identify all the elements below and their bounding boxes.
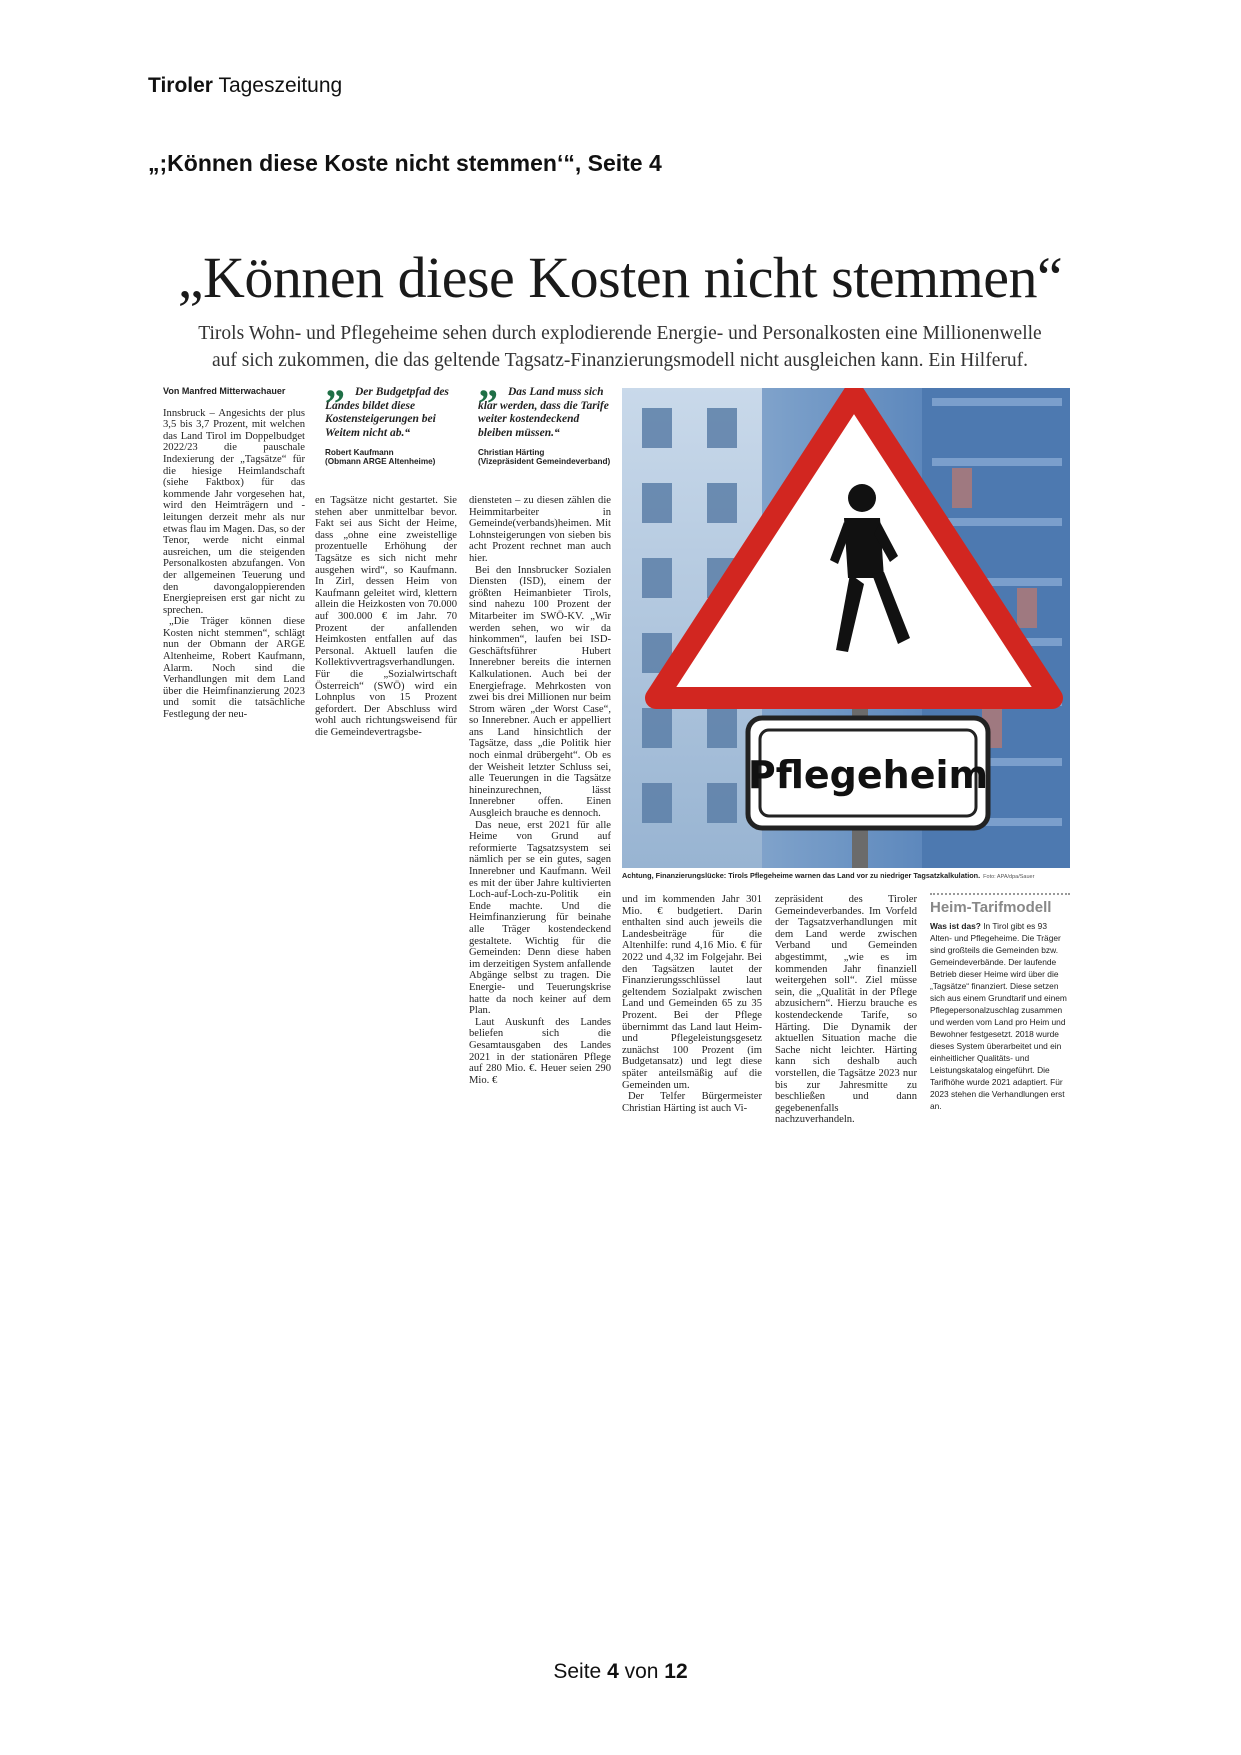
total-pages: 12 — [664, 1660, 688, 1683]
factbox — [930, 893, 1070, 1112]
paragraph: und im kommenden Jahr 301 Mio. € budgetiert. Darin enthalten sind auch jeweils die Landesbeiträge für die Altenhilfe: rund 4,16 Mio. € für 2022 und 4,32 im Folgejahr. Bei den Tagsätzen lautet der Finanzierungsschlüssel laut geltendem Sozialpakt zwischen Land und Gemeinden 65 zu 35 Prozent. Bei der Pflege übernimmt das Land laut Heim- und Pflegeleistungsgesetz zunächst 100 Prozent (im Budgetansatz) und legt diese später anteilsmäßig auf die Gemeinden um. — [622, 894, 762, 1091]
text-column-2 — [315, 495, 457, 738]
paragraph: Bei den Innsbrucker Sozialen Diensten (ISD), einem der größten Heimanbieter Tirols, sind nahezu 100 Prozent der Mitarbeiter im SWÖ-KV. „Wir werden sehen, wo wir da hinkommen“, laufen bei ISD-Geschäftsführer Hubert Innerebner bereits die internen Kalkulationen. Auch bei der Energiefrage. Mehrkosten von zwei bis drei Millionen nur beim Strom wären „der Worst Case“, so Innerebner. Auch er appelliert ans Land hinsichtlich der Tagsätze, dass „die Politik hier noch einmal drübergeht“. Ob es der Weisheit letzter Schluss sei, alle Teuerungen in die Tagsätze hineinzurechnen, lässt Innerebner offen. Einen Ausgleich brauche es dennoch. — [469, 564, 611, 820]
paragraph: en Tagsätze nicht gestartet. Sie stehen aber unmittelbar bevor. Fakt sei aus Sicht der Heime, dass „ohne eine zweistellige prozentuelle Erhöhung der Tagsätze es sich nicht mehr ausgehen wird“, so Kaufmann. In Zirl, dessen Heim von Kaufmann geleitet wird, klettern allein die Heizkosten von 70.000 auf 300.000 € im Jahr. 70 Prozent der anfallenden Heimkosten entfallen auf das Personal. Aktuell laufen die Kollektivvertragsverhandlungen. Für die „Sozialwirtschaft Österreich“ (SWÖ) wird ein Lohnplus von 15 Prozent gefordert. Der Abschluss wird wohl auch richtungsweisend für die Gemeindevertragsbe- — [315, 495, 457, 738]
paragraph: Das neue, erst 2021 für alle Heime von Grund auf reformierte Tagsatzsystem sei nämlich per se ein gutes, sagen Innerebner und Kaufmann. Weil es mit der über Jahre kultivierten Loch-auf-Loch-zu-Politik ein Ende machte. Und die Heimfinanzierung für beinahe alle Träger kostendeckend gestaltete. Wichtig für die Gemeinden: Denn diese haben im derzeitigen System anfallende Abgänge selbst zu tragen. Die Energie- und Teuerungskrise hatte da noch keiner auf dem Plan. — [469, 819, 611, 1017]
paragraph: „Die Träger können diese Kosten nicht stemmen“, schlägt nun der Obmann der ARGE Altenheime, Robert Kaufmann, Alarm. Noch sind die Verhandlungen mit dem Land über die Heimfinanzierung 2023 und somit die tatsächliche Festlegung der neu- — [163, 616, 305, 721]
lead-line-1: Tirols Wohn- und Pflegeheime sehen durch explodierende Energie- und Personalkosten eine Millionenwelle — [198, 323, 1042, 344]
pull-quote-2 — [478, 381, 614, 467]
current-page-number: 4 — [607, 1660, 619, 1683]
text-column-3 — [469, 495, 611, 1086]
factbox-question: Was ist das? — [930, 921, 981, 931]
footer-middle: von — [624, 1660, 659, 1683]
quote-mark-icon: ” — [478, 381, 498, 426]
pull-quote-1 — [325, 381, 461, 467]
article-reference: „;Können diese Koste nicht stemmen‘“, Seite 4 — [148, 150, 662, 176]
pull-quote-role: (Obmann ARGE Altenheime) — [325, 457, 436, 467]
text-column-4 — [622, 894, 762, 1114]
paragraph: zepräsident des Tiroler Gemeindeverbandes. Im Vorfeld der Tagsatzverhandlungen mit dem Land werde zwischen Verband und Gemeinden abgestimmt, „wie es im kommenden Jahr finanziell weitergehen soll“. Ziel müsse sein, die „Qualität in der Pflege abzusichern“. Hierzu brauche es kostendeckende Tarife, so Härting. Die Dynamik der aktuellen Situation mache die Sache nicht leichter. Härting kann sich deshalb auch vorstellen, die Tagsätze 2023 nur bis zur Jahresmitte zu beschließen und dann gegebenenfalls nachzuverhandeln. — [775, 894, 917, 1126]
page-footer — [0, 1660, 1241, 1684]
lead-line-2: auf sich zukommen, die das geltende Tagsatz-Finanzierungsmodell nicht ausgleichen kann. Ein Hilferuf. — [212, 350, 1028, 371]
photo-caption — [622, 871, 1070, 880]
pull-quote-role: (Vizepräsident Gemeindeverband) — [478, 457, 611, 467]
paragraph: Laut Auskunft des Landes beliefen sich die Gesamtausgaben des Landes 2021 in der stationären Pflege auf 280 Mio. €. Heuer seien 290 Mio. € — [469, 1016, 611, 1086]
factbox-body: In Tirol gibt es 93 Alten- und Pflegeheime. Die Träger sind großteils die Gemeinden bzw. Gemeindeverbände. Der laufende Betrieb dieser Heime wird über die „Tagsätze“ finanziert. Diese setzen sich aus einem Grundtarif und einem Pflegepersonalzuschlag zusammen und werden vom Land pro Heim und Bewohner festgesetzt. 2018 wurde dieses System überarbeitet und ein einheitlicher Qualitäts- und Leistungskatalog eingeführt. Die Tarifhöhe wurde 2021 adaptiert. Für 2023 stehen die Verhandlungen erst an. — [930, 921, 1067, 1111]
sign-text: Pflegeheim — [747, 753, 989, 797]
paragraph: Innsbruck – Angesichts der plus 3,5 bis 3,7 Prozent, mit welchen das Land Tirol im Doppelbudget 2022/23 die pauschale Indexierung der „Tagsätze“ für die hiesige Heimlandschaft (siehe Faktbox) für das kommende Jahr vorgesehen hat, wird den Heimträgern und -leitungen derzeit mehr als nur etwas flau im Magen. Das, so der Tenor, werde nicht einmal ausreichen, um die steigenden Personalkosten abzufangen. Von der allgemeinen Teuerung und den davongaloppierenden Energiepreisen erst gar nicht zu sprechen. — [163, 407, 305, 616]
paragraph: diensteten – zu diesen zählen die Heimmitarbeiter in Gemeinde(verbands)heimen. Mit Lohnsteigerungen von sieben bis acht Prozent rechnet man auch hier. — [469, 495, 611, 564]
paragraph: Der Telfer Bürgermeister Christian Härting ist auch Vi- — [622, 1091, 762, 1114]
quote-mark-icon: ” — [325, 381, 345, 426]
pull-quote-text: Der Budgetpfad des Landes bildet diese Kostensteigerungen bei Weitem nicht ab.“ — [325, 386, 449, 439]
pull-quote-text: Das Land muss sich klar werden, dass die Tarife weiter kostendeckend bleiben müssen.“ — [478, 386, 609, 439]
article-lead — [170, 320, 1070, 374]
text-column-1 — [163, 386, 305, 721]
byline: Von Manfred Mitterwachauer — [163, 386, 286, 396]
pull-quote-author: Christian Härting — [478, 448, 545, 458]
photo-credit: Foto: APA/dpa/Sauer — [983, 874, 1035, 880]
footer-prefix: Seite — [553, 1660, 602, 1683]
publication-name — [148, 74, 342, 98]
text-column-5 — [775, 894, 917, 1126]
newspaper-clipping — [160, 238, 1080, 1130]
article-photo — [622, 388, 1070, 868]
pull-quote-author: Robert Kaufmann — [325, 448, 394, 458]
article-headline: „Können diese Kosten nicht stemmen“ — [177, 245, 1063, 310]
factbox-title: Heim-Tarifmodell — [930, 899, 1052, 916]
publication-name-bold: Tiroler — [148, 74, 213, 97]
photo-caption-text: Achtung, Finanzierungslücke: Tirols Pflegeheime warnen das Land vor zu niedriger Tagsatzkalkulation. — [622, 871, 981, 880]
factbox-text — [930, 920, 1070, 1112]
publication-name-rest: Tageszeitung — [218, 74, 343, 97]
